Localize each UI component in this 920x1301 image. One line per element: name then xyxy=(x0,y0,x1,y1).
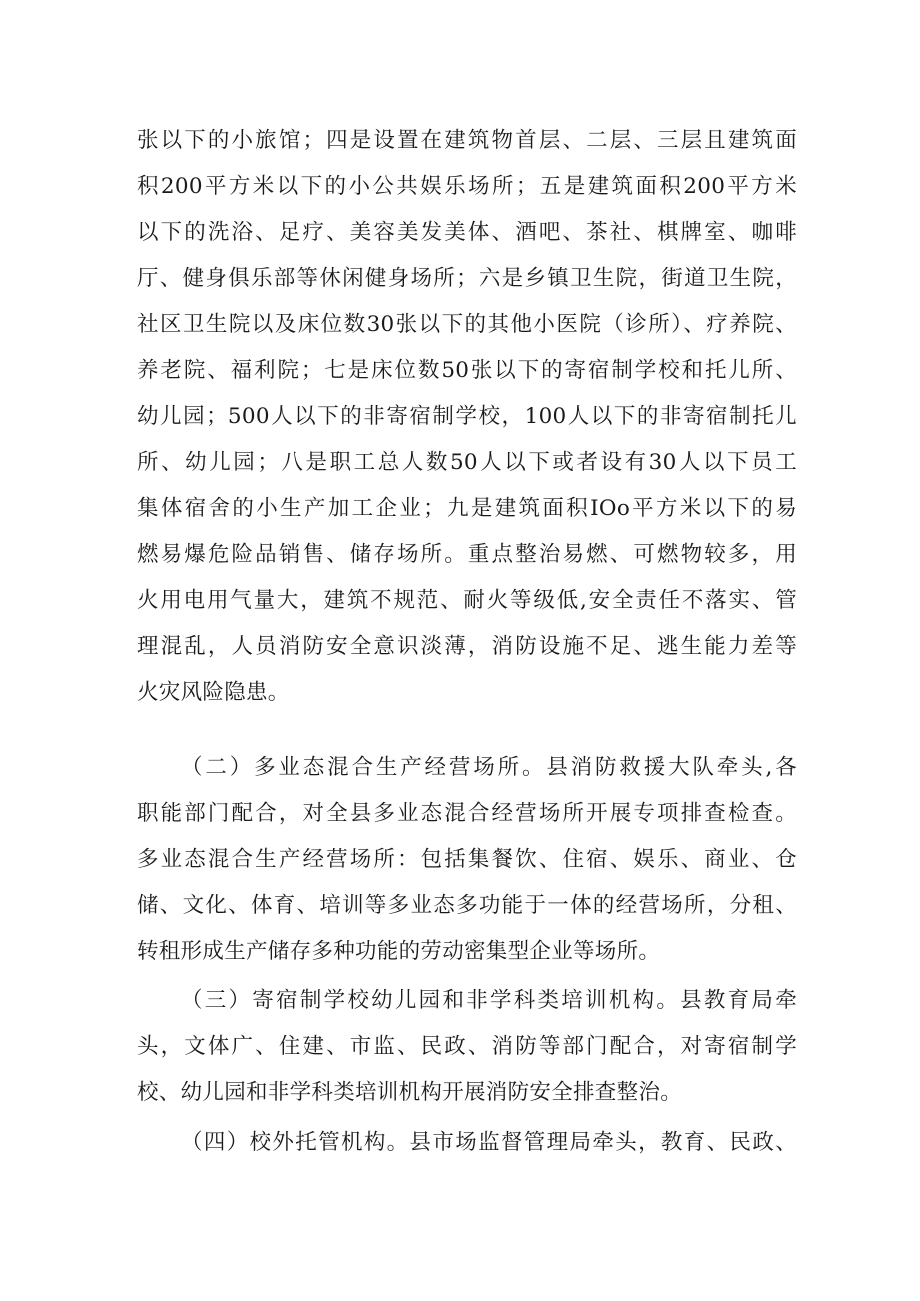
paragraph-section-4 xyxy=(137,1120,797,1166)
text-line: 燃易爆危险品销售、储存场所。重点整治易燃、可燃物较多，用 xyxy=(137,542,797,567)
text-line: 职能部门配合，对全县多业态混合经营场所开展专项排查检查。 xyxy=(137,801,797,826)
text-line: 幼儿园；500人以下的非寄宿制学校，100人以下的非寄宿制托儿 xyxy=(137,404,797,429)
text-line: 厅、健身俱乐部等休闲健身场所；六是乡镇卫生院，街道卫生院， xyxy=(137,266,797,291)
text-line: 养老院、福利院；七是床位数50张以下的寄宿制学校和托儿所、 xyxy=(137,358,797,383)
text-line: 张以下的小旅馆；四是设置在建筑物首层、二层、三层且建筑面 xyxy=(137,128,797,153)
text-line: 集体宿舍的小生产加工企业；九是建筑面积IOo平方米以下的易 xyxy=(137,496,797,521)
paragraph-section-3 xyxy=(137,978,797,1116)
paragraph-venue-list xyxy=(137,118,797,716)
paragraph-section-2 xyxy=(137,745,797,975)
text-line: 火用电用气量大，建筑不规范、耐火等级低,安全责任不落实、管 xyxy=(137,588,797,613)
text-line: 所、幼儿园；八是职工总人数50人以下或者设有30人以下员工 xyxy=(137,450,797,475)
text-line: 以下的洗浴、足疗、美容美发美体、酒吧、茶社、棋牌室、咖啡 xyxy=(137,220,797,245)
text-line: 头，文体广、住建、市监、民政、消防等部门配合，对寄宿制学 xyxy=(137,1034,797,1059)
text-line: 转租形成生产储存多种功能的劳动密集型企业等场所。 xyxy=(137,939,661,964)
text-line: 储、文化、体育、培训等多业态多功能于一体的经营场所，分租、 xyxy=(137,893,797,918)
text-line: 社区卫生院以及床位数30张以下的其他小医院（诊所）、疗养院、 xyxy=(137,312,797,337)
section-heading-line: （四）校外托管机构。县市场监督管理局牵头，教育、民政、 xyxy=(181,1130,797,1155)
text-line: 校、幼儿园和非学科类培训机构开展消防安全排查整治。 xyxy=(137,1080,683,1105)
section-heading-line: （二）多业态混合生产经营场所。县消防救援大队牵头,各 xyxy=(181,755,797,780)
text-line: 理混乱，人员消防安全意识淡薄，消防设施不足、逃生能力差等 xyxy=(137,634,797,659)
text-line: 积200平方米以下的小公共娱乐场所；五是建筑面积200平方米 xyxy=(137,174,797,199)
text-line: 多业态混合生产经营场所：包括集餐饮、住宿、娱乐、商业、仓 xyxy=(137,847,797,872)
section-heading-line: （三）寄宿制学校幼儿园和非学科类培训机构。县教育局牵 xyxy=(181,988,797,1013)
text-line: 火灾风险隐患。 xyxy=(137,680,290,705)
